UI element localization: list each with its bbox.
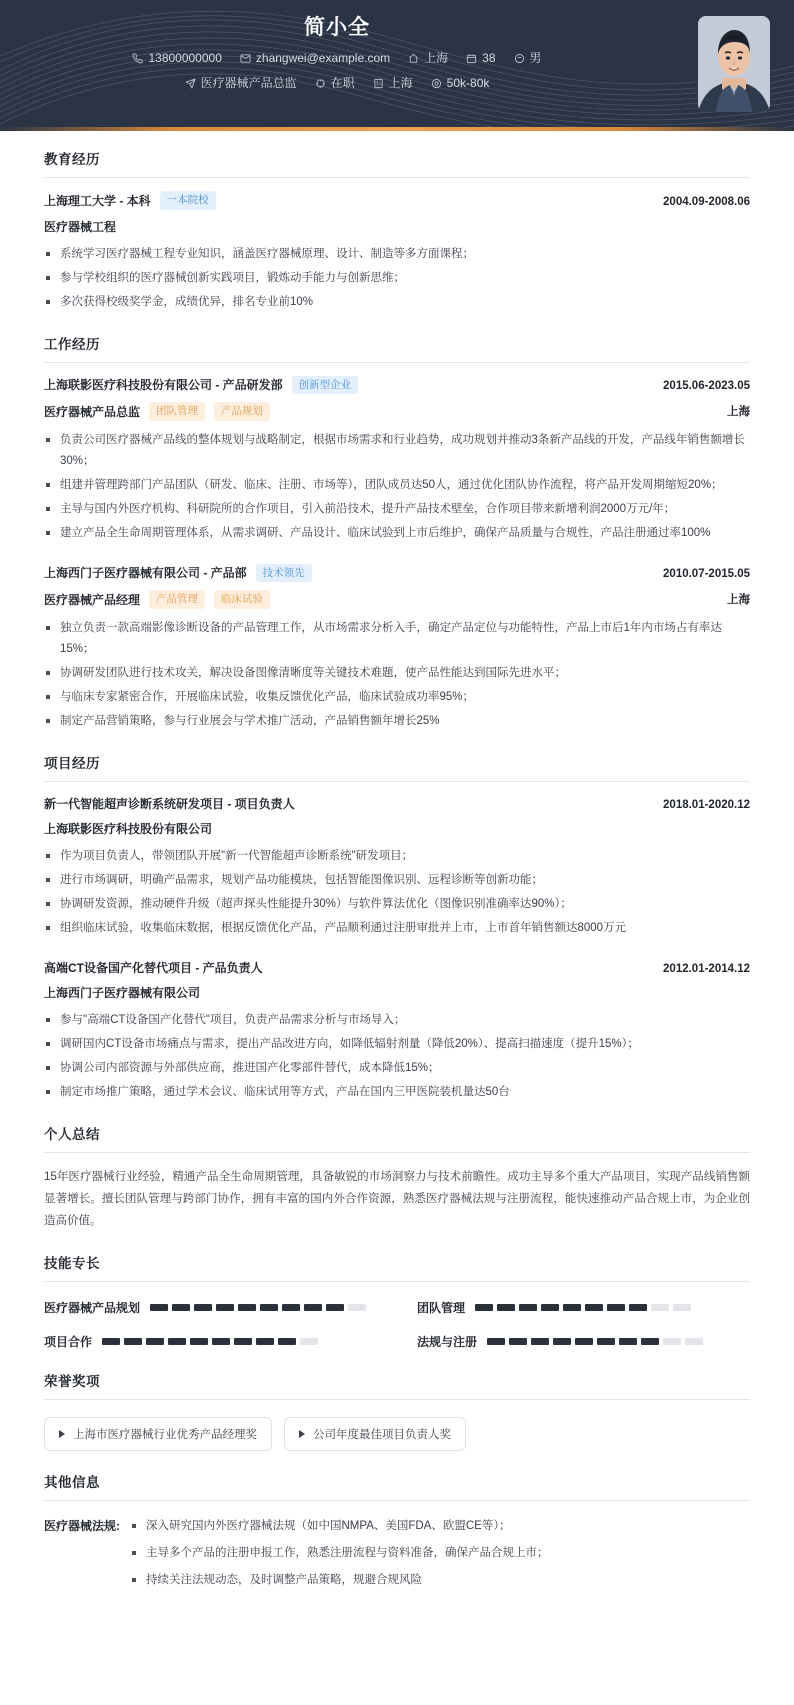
skill-segment — [607, 1304, 625, 1311]
skill-segment — [300, 1338, 318, 1345]
list-item: 独立负责一款高端影像诊断设备的产品管理工作，从市场需求分析入手，确定产品定位与功能特性，产品上市后1年内市场占有率达15%； — [44, 618, 750, 660]
award-chip[interactable] — [44, 1417, 272, 1451]
skill-segment — [519, 1304, 537, 1311]
list-item: 组建并管理跨部门产品团队（研发、临床、注册、市场等），团队成员达50人，通过优化团队协作流程，将产品开发周期缩短20%； — [44, 475, 750, 496]
play-triangle-icon — [59, 1430, 65, 1438]
contact-gender-text: 男 — [529, 51, 542, 65]
work-position-tag: 团队管理 — [149, 402, 205, 421]
project-name: 新一代智能超声诊断系统研发项目 - 项目负责人 — [44, 796, 295, 811]
skill-segment — [509, 1338, 527, 1345]
resume-header — [0, 0, 794, 131]
section-title-skills: 技能专长 — [44, 1252, 750, 1282]
skill-label: 团队管理 — [417, 1300, 466, 1315]
section-work — [44, 333, 750, 732]
project-entry — [44, 795, 750, 939]
list-item: 作为项目负责人，带领团队开展"新一代智能超声诊断系统"研发项目； — [44, 846, 750, 867]
project-bullets — [44, 1010, 750, 1103]
skill-segment — [212, 1338, 230, 1345]
list-item: 深入研究国内外医疗器械法规（如中国NMPA、美国FDA、欧盟CE等）； — [130, 1516, 750, 1537]
skill-segment — [531, 1338, 549, 1345]
list-item: 与临床专家紧密合作，开展临床试验，收集反馈优化产品，临床试验成功率95%； — [44, 687, 750, 708]
skill-item — [417, 1333, 750, 1350]
list-item: 系统学习医疗器械工程专业知识，涵盖医疗器械原理、设计、制造等多方面课程； — [44, 244, 750, 265]
contact-row-primary — [0, 47, 674, 69]
status-icon — [315, 78, 326, 89]
page-title: 简小全 — [304, 16, 370, 39]
work-company-tag: 创新型企业 — [292, 376, 359, 395]
list-item: 持续关注法规动态，及时调整产品策略，规避合规风险 — [130, 1570, 750, 1591]
skill-segment — [150, 1304, 168, 1311]
salary-icon — [431, 78, 442, 89]
contact-row-secondary — [0, 72, 674, 94]
section-other-info — [44, 1471, 750, 1591]
summary-text: 15年医疗器械行业经验，精通产品全生命周期管理，具备敏锐的市场洞察力与技术前瞻性。成功主导多个重大产品项目，实现产品线销售额显著增长。擅长团队管理与跨部门协作，拥有丰富的国内外合作资源，熟悉医疗器械法规与注册流程，能快速推动产品合规上市，为企业创造高价值。 — [44, 1170, 750, 1227]
skill-segment — [326, 1304, 344, 1311]
skill-level-bar — [150, 1304, 366, 1311]
skill-item — [44, 1299, 377, 1316]
skill-segment — [619, 1338, 637, 1345]
job-target — [185, 72, 297, 94]
contact-email-text: zhangwei@example.com — [255, 51, 391, 65]
section-title-education: 教育经历 — [44, 148, 750, 178]
work-position-tag: 产品规划 — [214, 402, 270, 421]
list-item: 协调研发团队进行技术攻关，解决设备图像清晰度等关键技术难题，使产品性能达到国际先进水平； — [44, 663, 750, 684]
gender-icon — [514, 53, 525, 64]
job-target-text: 医疗器械产品总监 — [200, 76, 297, 90]
project-date: 2012.01-2014.12 — [663, 962, 750, 975]
section-title-work: 工作经历 — [44, 333, 750, 363]
education-date: 2004.09-2008.06 — [663, 195, 750, 208]
other-info-list — [130, 1516, 750, 1591]
section-title-other-info: 其他信息 — [44, 1471, 750, 1501]
skill-segment — [124, 1338, 142, 1345]
contact-hometown-text: 上海 — [424, 51, 449, 65]
list-item: 多次获得校级奖学金，成绩优异，排名专业前10% — [44, 292, 750, 313]
skill-segment — [304, 1304, 322, 1311]
skill-segment — [146, 1338, 164, 1345]
skill-segment — [585, 1304, 603, 1311]
skill-level-bar — [102, 1338, 318, 1345]
work-entry — [44, 564, 750, 732]
list-item: 协调研发资源，推动硬件升级（超声探头性能提升30%）与软件算法优化（图像识别准确率达90%）； — [44, 894, 750, 915]
work-company: 上海西门子医疗器械有限公司 - 产品部 — [44, 566, 247, 581]
section-title-awards: 荣誉奖项 — [44, 1370, 750, 1400]
skill-segment — [168, 1338, 186, 1345]
list-item: 主导多个产品的注册申报工作，熟悉注册流程与资料准备，确保产品合规上市； — [130, 1543, 750, 1564]
section-summary — [44, 1123, 750, 1232]
skill-segment — [641, 1338, 659, 1345]
skill-item — [417, 1299, 750, 1316]
work-company-tag: 技术领先 — [256, 564, 312, 583]
skill-segment — [497, 1304, 515, 1311]
work-bullets — [44, 618, 750, 732]
work-date: 2015.06-2023.05 — [663, 380, 750, 393]
skill-segment — [475, 1304, 493, 1311]
skill-segment — [348, 1304, 366, 1311]
skill-segment — [234, 1338, 252, 1345]
work-company: 上海联影医疗科技股份有限公司 - 产品研发部 — [44, 378, 283, 393]
section-awards — [44, 1370, 750, 1451]
skill-segment — [563, 1304, 581, 1311]
contact-email — [240, 47, 390, 69]
skill-segment — [256, 1338, 274, 1345]
building-icon — [373, 78, 384, 89]
education-major: 医疗器械工程 — [44, 219, 117, 234]
calendar-icon — [466, 53, 477, 64]
home-icon — [408, 53, 419, 64]
skill-segment — [282, 1304, 300, 1311]
list-item: 参与"高端CT设备国产化替代"项目，负责产品需求分析与市场导入； — [44, 1010, 750, 1031]
job-status — [315, 72, 355, 94]
job-salary-text: 50k-80k — [446, 76, 490, 90]
education-entry — [44, 191, 750, 313]
work-location: 上海 — [727, 594, 750, 607]
skill-segment — [190, 1338, 208, 1345]
list-item: 组织临床试验，收集临床数据，根据反馈优化产品，产品顺利通过注册审批并上市，上市首年销售额达8000万元 — [44, 918, 750, 939]
other-info-label: 医疗器械法规: — [44, 1518, 120, 1533]
skill-item — [44, 1333, 377, 1350]
skill-segment — [238, 1304, 256, 1311]
avatar — [698, 16, 770, 112]
project-date: 2018.01-2020.12 — [663, 798, 750, 811]
skill-segment — [597, 1338, 615, 1345]
send-icon — [185, 78, 196, 89]
project-name: 高端CT设备国产化替代项目 - 产品负责人 — [44, 960, 263, 975]
list-item: 协调公司内部资源与外部供应商，推进国产化零部件替代，成本降低15%； — [44, 1058, 750, 1079]
section-projects — [44, 752, 750, 1103]
skill-segment — [260, 1304, 278, 1311]
contact-age-text: 38 — [482, 51, 496, 65]
project-org: 上海西门子医疗器械有限公司 — [44, 985, 201, 1000]
awards-list — [44, 1413, 750, 1451]
job-salary — [431, 72, 490, 94]
work-position: 医疗器械产品经理 — [44, 592, 141, 607]
list-item: 进行市场调研，明确产品需求，规划产品功能模块，包括智能图像识别、远程诊断等创新功能； — [44, 870, 750, 891]
list-item: 主导与国内外医疗机构、科研院所的合作项目，引入前沿技术，提升产品技术壁垒，合作项目带来新增利润2000万元/年； — [44, 499, 750, 520]
project-entry — [44, 959, 750, 1103]
skill-segment — [575, 1338, 593, 1345]
award-label: 公司年度最佳项目负责人奖 — [313, 1428, 451, 1441]
list-item: 制定产品营销策略，参与行业展会与学术推广活动，产品销售额年增长25% — [44, 711, 750, 732]
list-item: 参与学校组织的医疗器械创新实践项目，锻炼动手能力与创新思维； — [44, 268, 750, 289]
contact-phone-text: 13800000000 — [148, 51, 222, 65]
list-item: 制定市场推广策略，通过学术会议、临床试用等方式，产品在国内三甲医院装机量达50台 — [44, 1082, 750, 1103]
section-title-summary: 个人总结 — [44, 1123, 750, 1153]
education-school: 上海理工大学 - 本科 — [44, 193, 151, 208]
skill-segment — [541, 1304, 559, 1311]
skill-segment — [102, 1338, 120, 1345]
skill-segment — [553, 1338, 571, 1345]
contact-phone — [132, 47, 221, 69]
list-item: 建立产品全生命周期管理体系，从需求调研、产品设计、临床试验到上市后维护，确保产品质量与合规性，产品注册通过率100% — [44, 523, 750, 544]
play-triangle-icon — [299, 1430, 305, 1438]
resume-body — [0, 148, 794, 1617]
section-title-projects: 项目经历 — [44, 752, 750, 782]
work-position: 医疗器械产品总监 — [44, 404, 141, 419]
contact-age — [466, 47, 495, 69]
skill-segment — [629, 1304, 647, 1311]
section-education — [44, 148, 750, 313]
skill-segment — [685, 1338, 703, 1345]
skill-segment — [172, 1304, 190, 1311]
skill-segment — [194, 1304, 212, 1311]
project-bullets — [44, 846, 750, 939]
work-location: 上海 — [727, 406, 750, 419]
skill-segment — [673, 1304, 691, 1311]
job-city-text: 上海 — [388, 76, 413, 90]
mail-icon — [240, 53, 251, 64]
award-label: 上海市医疗器械行业优秀产品经理奖 — [73, 1428, 257, 1441]
skill-segment — [487, 1338, 505, 1345]
skill-segment — [651, 1304, 669, 1311]
job-status-text: 在职 — [330, 76, 355, 90]
list-item: 调研国内CT设备市场痛点与需求，提出产品改进方向，如降低辐射剂量（降低20%）、提高扫描速度（提升15%）； — [44, 1034, 750, 1055]
project-org: 上海联影医疗科技股份有限公司 — [44, 821, 213, 836]
skill-segment — [216, 1304, 234, 1311]
work-date: 2010.07-2015.05 — [663, 568, 750, 581]
contact-hometown — [408, 47, 448, 69]
education-bullets — [44, 244, 750, 313]
work-position-tag: 产品管理 — [149, 590, 205, 609]
work-entry — [44, 376, 750, 544]
skill-segment — [278, 1338, 296, 1345]
section-skills — [44, 1252, 750, 1350]
skill-label: 法规与注册 — [417, 1334, 478, 1349]
skill-level-bar — [487, 1338, 703, 1345]
skill-segment — [663, 1338, 681, 1345]
skill-level-bar — [475, 1304, 691, 1311]
phone-icon — [132, 53, 143, 64]
award-chip[interactable] — [284, 1417, 466, 1451]
work-position-tag: 临床试验 — [214, 590, 270, 609]
job-city — [373, 72, 413, 94]
skill-label: 医疗器械产品规划 — [44, 1300, 141, 1315]
work-bullets — [44, 430, 750, 544]
skills-grid — [44, 1295, 750, 1350]
contact-gender — [514, 47, 542, 69]
skill-label: 项目合作 — [44, 1334, 93, 1349]
education-tag: 一本院校 — [160, 191, 216, 210]
list-item: 负责公司医疗器械产品线的整体规划与战略制定，根据市场需求和行业趋势，成功规划并推动3条新产品线的开发，产品线年销售额增长30%； — [44, 430, 750, 472]
